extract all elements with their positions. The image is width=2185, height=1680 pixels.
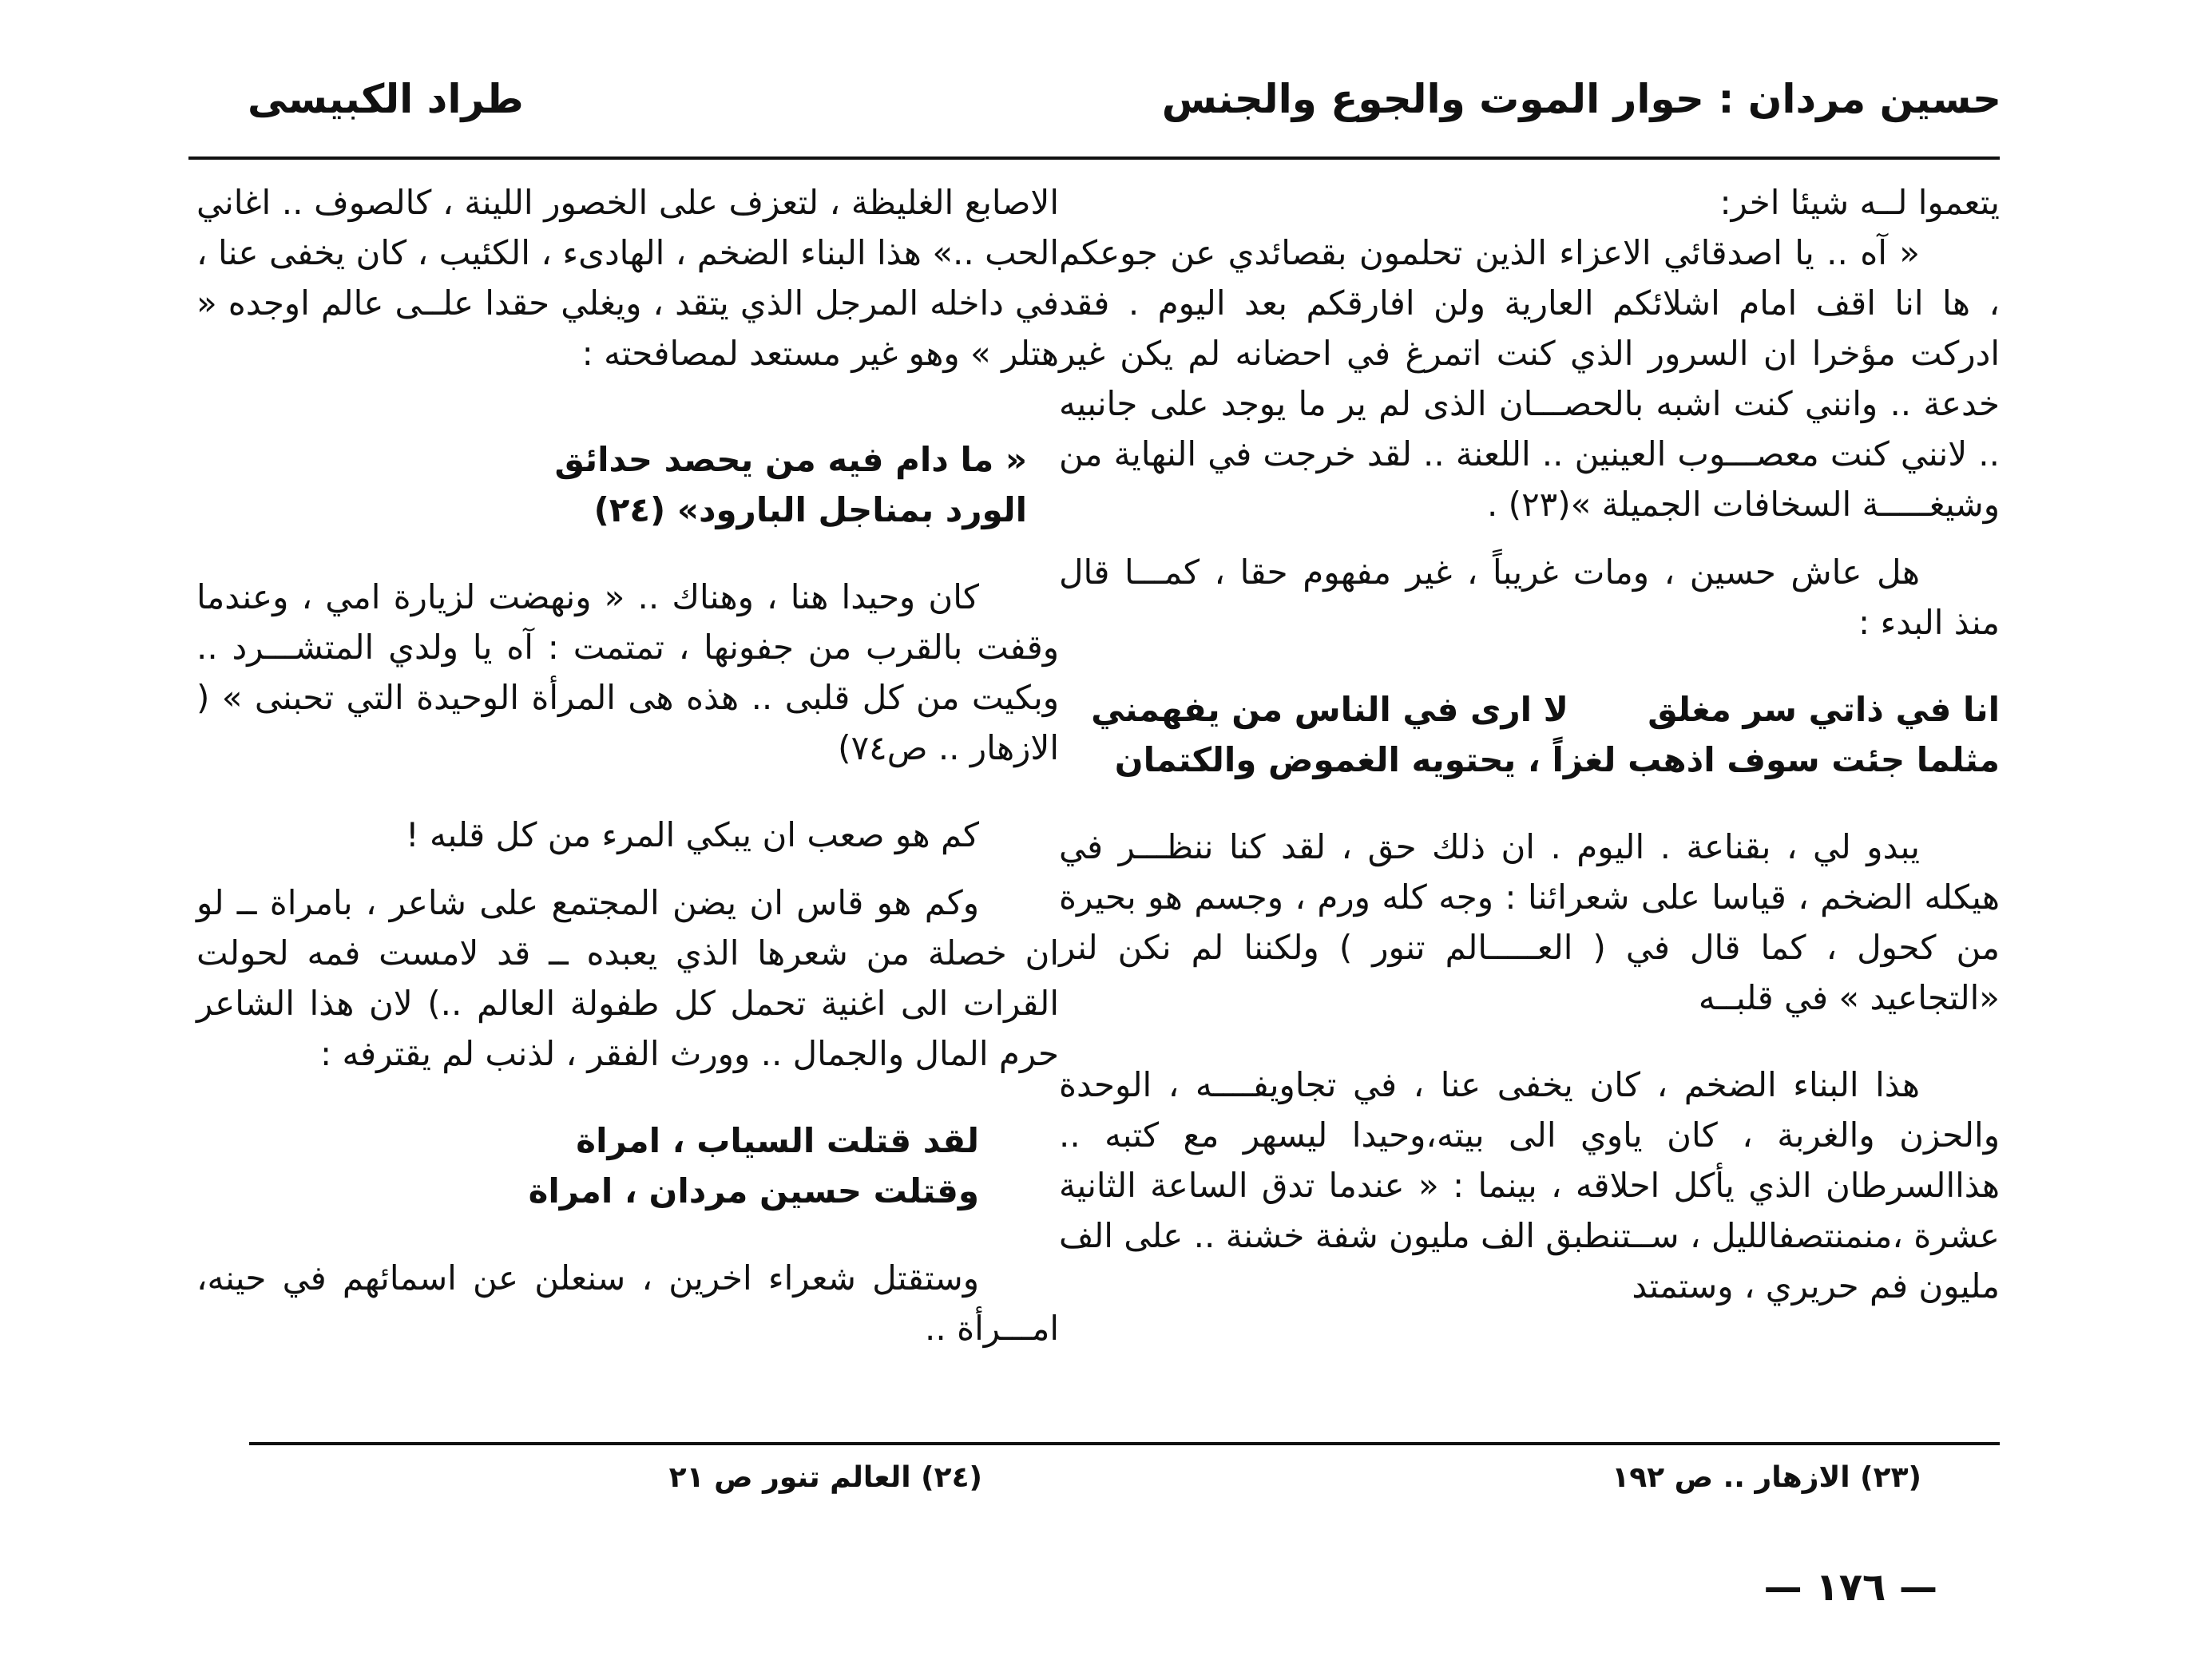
verse-line: لقد قتلت السياب ، امراة (576, 1121, 979, 1160)
paragraph: كان وحيدا هنا ، وهناك .. « ونهضت لزيارة امي ، وعندما وقفت بالقرب من جفونها ، تمتمت : آه يا ولدي المتشـــرد .. وبكيت من كل قلبى .. هذه هى المرأة الوحيدة التي تحبنى » ( الازهار .. ص٧٤) (196, 577, 1059, 767)
paragraph: وستقتل شعراء اخرين ، سنعلن عن اسمائهم في حينه، امـــرأة .. (196, 1258, 1059, 1348)
paragraph: وكم هو قاس ان يضن المجتمع على شاعر ، بامراة ــ لو ان خصلة من شعرها الذي يعبده ــ قد لامست فمه لحولت القرات الى اغنية تحمل كل طفولة العالم ..) لان هذا الشاعر حرم المال والجمال .. وورث الفقر ، لذنب لم يقترفه : (196, 883, 1059, 1073)
verse-hemistich: يحتويه الغموض والكتمان (1114, 740, 1517, 779)
verse-hemistich: مثلما جئت سوف اذهب لغزاً (1552, 740, 2000, 779)
footnote-rule (249, 1442, 2000, 1445)
verse-line: وقتلت حسين مردان ، امراة (528, 1171, 979, 1210)
running-title-right: حسين مردان : حوار الموت والجوع والجنس (1161, 76, 2001, 122)
quote-line: الورد بمناجل البارود» (٢٤) (593, 490, 1027, 529)
verse-hemistich: انا في ذاتي سر مغلق (1648, 690, 2000, 729)
quote-line: « ما دام فيه من يحصد حدائق (554, 440, 1027, 479)
left-column (196, 177, 1059, 1353)
paragraph: يتعموا لــه شيئا اخر: (1719, 183, 2000, 222)
paragraph: هل عاش حسين ، ومات غريباً ، غير مفهوم حقا ، كمـــا قال منذ البدء : (1059, 553, 2000, 642)
footnote-left: (٢٤) العالم تنور ص ٢١ (668, 1461, 982, 1494)
paragraph: « آه .. يا اصدقائي الاعزاء الذين تحلمون بقصائدي عن جوعكم ، ها انا اقف امام اشلائكم العارية ولن افارقكم بعد اليوم . فقد ادركت مؤخرا ان السرور الذي كنت اتمرغ في احضانه لم يكن غير خدعة .. وانني كنت اشبه بالحصـــان الذى لم ير ما يوجد على جانبيه .. لانني كنت معصـــوب العينين .. اللعنة .. لقد خرجت في النهاية من وشيغـــــة السخافات الجميلة »(٢٣) . (1059, 233, 2000, 524)
paragraph: الاصابع الغليظة ، لتعزف على الخصور اللينة ، كالصوف .. اغاني الحب ..» هذا البناء الضخم ، الهادىء ، الكئيب ، كان يخفى عنا ، في داخله المرجل الذي يتقد ، ويغلي حقدا علــى عالم اوجده « هتلر » وهو غير مستعد لمصافحته : (196, 183, 1059, 373)
page-number: — ١٧٦ — (1763, 1565, 1937, 1610)
running-title-left: طراد الكبيسى (248, 76, 524, 122)
verse-hemistich: لا ارى في الناس من يفهمني (1091, 690, 1568, 729)
verse-line (1059, 684, 2000, 735)
header-rule (188, 157, 2000, 160)
verse-line: مثلما جئت سوف اذهب لغزاً ، يحتويه الغموض والكتمان (1114, 740, 2000, 779)
paragraph: كم هو صعب ان يبكي المرء من كل قلبه ! (405, 815, 979, 854)
right-column (1059, 177, 2000, 1311)
paragraph: هذا البناء الضخم ، كان يخفى عنا ، في تجاويفــــه ، الوحدة والحزن والغربة ، كان ياوي الى بيته،وحيدا ليسهر مع كتبه .. هذاالسرطان الذي يأكل احلاقه ، بينما : « عندما تدق الساعة الثانية عشرة ،منمنتصفالليل ، ســتنطبق الف مليون شفة خشنة .. على الف مليون فم حريري ، وستمتد (1059, 1065, 2000, 1306)
footnote-right: (٢٣) الازهار .. ص ١٩٢ (1612, 1461, 1921, 1494)
paragraph: يبدو لي ، بقناعة . اليوم . ان ذلك حق ، لقد كنا ننظـــر في هيكله الضخم ، قياسا على شعرائنا : وجه كله ورم ، وجسم هو بحيرة من كحول ، كما قال في ( العـــــالم تنور ) ولكننا لم نكن لنر «التجاعيد » في قلبــه (1059, 827, 2000, 1017)
